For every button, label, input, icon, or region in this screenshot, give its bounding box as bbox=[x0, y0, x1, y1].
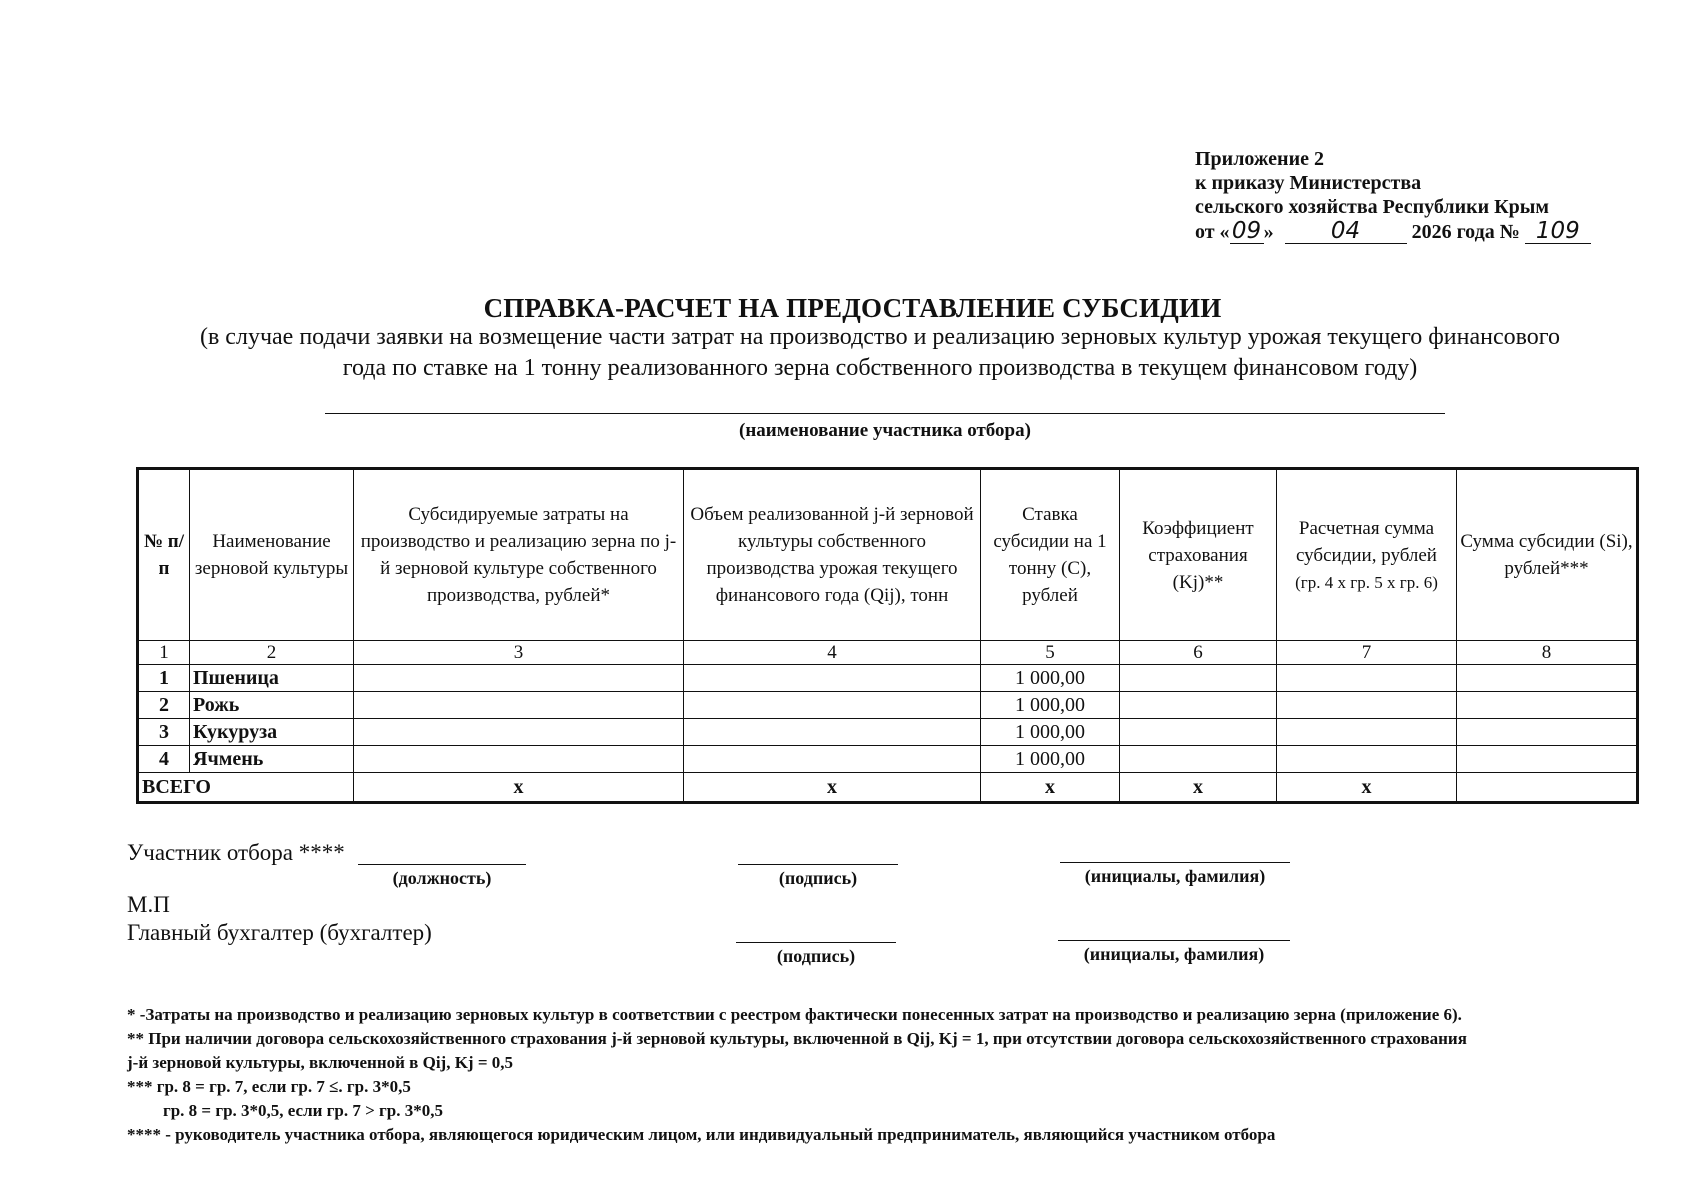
participant-name-caption: (наименование участника отбора) bbox=[739, 420, 1031, 441]
header-number: № п/п bbox=[138, 469, 190, 641]
header-coefficient: Коэффициент страхования (Kj)** bbox=[1120, 469, 1277, 641]
header-subsidy-sum: Сумма субсидии (Si), рублей*** bbox=[1457, 469, 1638, 641]
row-sum-cell bbox=[1457, 746, 1638, 773]
col-num-6: 6 bbox=[1120, 641, 1277, 665]
subtitle-line-1: (в случае подачи заявки на возмещение части затрат на производство и реализацию зерновых культур урожая текущего финансового bbox=[199, 324, 1561, 350]
document-title: СПРАВКА-РАСЧЕТ НА ПРЕДОСТАВЛЕНИЕ СУБСИДИИ bbox=[483, 293, 1222, 323]
row-coef-cell bbox=[1120, 746, 1277, 773]
participant-name-caption-sig: (инициалы, фамилия) bbox=[1084, 866, 1266, 886]
date-day: 09 bbox=[1230, 219, 1264, 244]
date-month: 04 bbox=[1285, 219, 1407, 244]
table-header-row bbox=[138, 469, 1638, 641]
footnote-3: *** гр. 8 = гр. 7, если гр. 7 ≤. гр. 3*0,5 bbox=[127, 1077, 411, 1096]
col-num-5: 5 bbox=[981, 641, 1120, 665]
table-row bbox=[138, 665, 1638, 692]
row-crop: Ячмень bbox=[190, 746, 354, 773]
row-costs-cell bbox=[354, 719, 684, 746]
row-crop: Кукуруза bbox=[190, 719, 354, 746]
col-num-2: 2 bbox=[190, 641, 354, 665]
row-coef-cell bbox=[1120, 719, 1277, 746]
participant-signature-caption: (подпись) bbox=[778, 868, 858, 888]
row-costs-cell bbox=[354, 665, 684, 692]
header-crop: Наименование зерновой культуры bbox=[190, 469, 354, 641]
row-sum-cell bbox=[1457, 665, 1638, 692]
stamp-label: М.П bbox=[127, 892, 170, 917]
row-coef-cell bbox=[1120, 692, 1277, 719]
row-number: 2 bbox=[138, 692, 190, 719]
header-calc-sum-label: Расчетная сумма субсидии, рублей bbox=[1296, 517, 1437, 566]
row-rate: 1 000,00 bbox=[981, 746, 1120, 773]
accountant-signature-line bbox=[736, 942, 896, 943]
appendix-date-line bbox=[1195, 219, 1591, 244]
order-number: 109 bbox=[1525, 219, 1591, 244]
row-number: 1 bbox=[138, 665, 190, 692]
footnote-4: **** - руководитель участника отбора, являющегося юридическим лицом, или индивидуальный предприниматель, являющийся участником отбора bbox=[127, 1125, 1276, 1144]
row-calc-cell bbox=[1277, 746, 1457, 773]
date-prefix: от « bbox=[1195, 221, 1230, 243]
row-number: 4 bbox=[138, 746, 190, 773]
accountant-label: Главный бухгалтер (бухгалтер) bbox=[127, 920, 432, 945]
column-number-row bbox=[138, 641, 1638, 665]
total-x-5: х bbox=[981, 773, 1120, 803]
accountant-name-line bbox=[1058, 940, 1290, 941]
col-num-4: 4 bbox=[684, 641, 981, 665]
total-sum-cell bbox=[1457, 773, 1638, 803]
table-row bbox=[138, 746, 1638, 773]
total-x-7: х bbox=[1277, 773, 1457, 803]
position-line bbox=[358, 864, 526, 865]
row-coef-cell bbox=[1120, 665, 1277, 692]
row-number: 3 bbox=[138, 719, 190, 746]
position-caption: (должность) bbox=[392, 868, 492, 888]
header-rate: Ставка субсидии на 1 тонну (C), рублей bbox=[981, 469, 1120, 641]
date-year: 2026 года № bbox=[1411, 221, 1520, 243]
total-row bbox=[138, 773, 1638, 803]
row-costs-cell bbox=[354, 746, 684, 773]
appendix-line-3: сельского хозяйства Республики Крым bbox=[1195, 196, 1550, 218]
row-crop: Пшеница bbox=[190, 665, 354, 692]
total-label: ВСЕГО bbox=[138, 773, 354, 803]
row-costs-cell bbox=[354, 692, 684, 719]
subsidy-table bbox=[136, 467, 1639, 804]
row-rate: 1 000,00 bbox=[981, 719, 1120, 746]
row-crop: Рожь bbox=[190, 692, 354, 719]
row-calc-cell bbox=[1277, 665, 1457, 692]
col-num-1: 1 bbox=[138, 641, 190, 665]
header-costs: Субсидируемые затраты на производство и реализацию зерна по j-й зерновой культуре собственного производства, рублей* bbox=[354, 469, 684, 641]
col-num-7: 7 bbox=[1277, 641, 1457, 665]
row-sum-cell bbox=[1457, 692, 1638, 719]
table-row bbox=[138, 719, 1638, 746]
header-volume: Объем реализованной j-й зерновой культуры собственного производства урожая текущего финансового года (Qij), тонн bbox=[684, 469, 981, 641]
footnotes bbox=[127, 1003, 1687, 1147]
document-subtitle bbox=[100, 322, 1660, 384]
footnote-3-cont: гр. 8 = гр. 3*0,5, если гр. 7 > гр. 3*0,5 bbox=[163, 1101, 443, 1120]
header-calc-formula: (гр. 4 х гр. 5 х гр. 6) bbox=[1295, 572, 1438, 592]
accountant-name-caption: (инициалы, фамилия) bbox=[1083, 944, 1265, 964]
appendix-line-2: к приказу Министерства bbox=[1195, 172, 1422, 194]
row-volume-cell bbox=[684, 719, 981, 746]
footnote-2-cont: j-й зерновой культуры, включенной в Qij, Kj = 0,5 bbox=[127, 1053, 514, 1072]
col-num-8: 8 bbox=[1457, 641, 1638, 665]
row-volume-cell bbox=[684, 665, 981, 692]
subtitle-line-2: года по ставке на 1 тонну реализованного зерна собственного производства в текущем финансовом году) bbox=[342, 355, 1418, 381]
date-sep: » bbox=[1263, 221, 1274, 243]
participant-signature-line bbox=[738, 864, 898, 865]
row-calc-cell bbox=[1277, 719, 1457, 746]
header-calc-sum bbox=[1277, 469, 1457, 641]
accountant-signature-caption: (подпись) bbox=[776, 946, 856, 966]
footnote-2: ** При наличии договора сельскохозяйственного страхования j-й зерновой культуры, включенной в Qij, Kj = 1, при отсутствии договора сельскохозяйственного страхования bbox=[127, 1029, 1467, 1048]
footnote-1: * -Затраты на производство и реализацию зерновых культур в соответствии с реестром фактически понесенных затрат на производство и реализацию зерна (приложение 6). bbox=[127, 1005, 1462, 1024]
row-sum-cell bbox=[1457, 719, 1638, 746]
total-x-3: х bbox=[354, 773, 684, 803]
row-volume-cell bbox=[684, 746, 981, 773]
table-row bbox=[138, 692, 1638, 719]
appendix-block bbox=[1195, 147, 1591, 244]
participant-label: Участник отбора **** bbox=[127, 840, 345, 865]
participant-name-line bbox=[325, 413, 1445, 414]
row-rate: 1 000,00 bbox=[981, 665, 1120, 692]
total-x-6: х bbox=[1120, 773, 1277, 803]
participant-name-line-sig bbox=[1060, 862, 1290, 863]
appendix-line-1: Приложение 2 bbox=[1195, 148, 1324, 170]
row-rate: 1 000,00 bbox=[981, 692, 1120, 719]
col-num-3: 3 bbox=[354, 641, 684, 665]
total-x-4: х bbox=[684, 773, 981, 803]
row-calc-cell bbox=[1277, 692, 1457, 719]
row-volume-cell bbox=[684, 692, 981, 719]
